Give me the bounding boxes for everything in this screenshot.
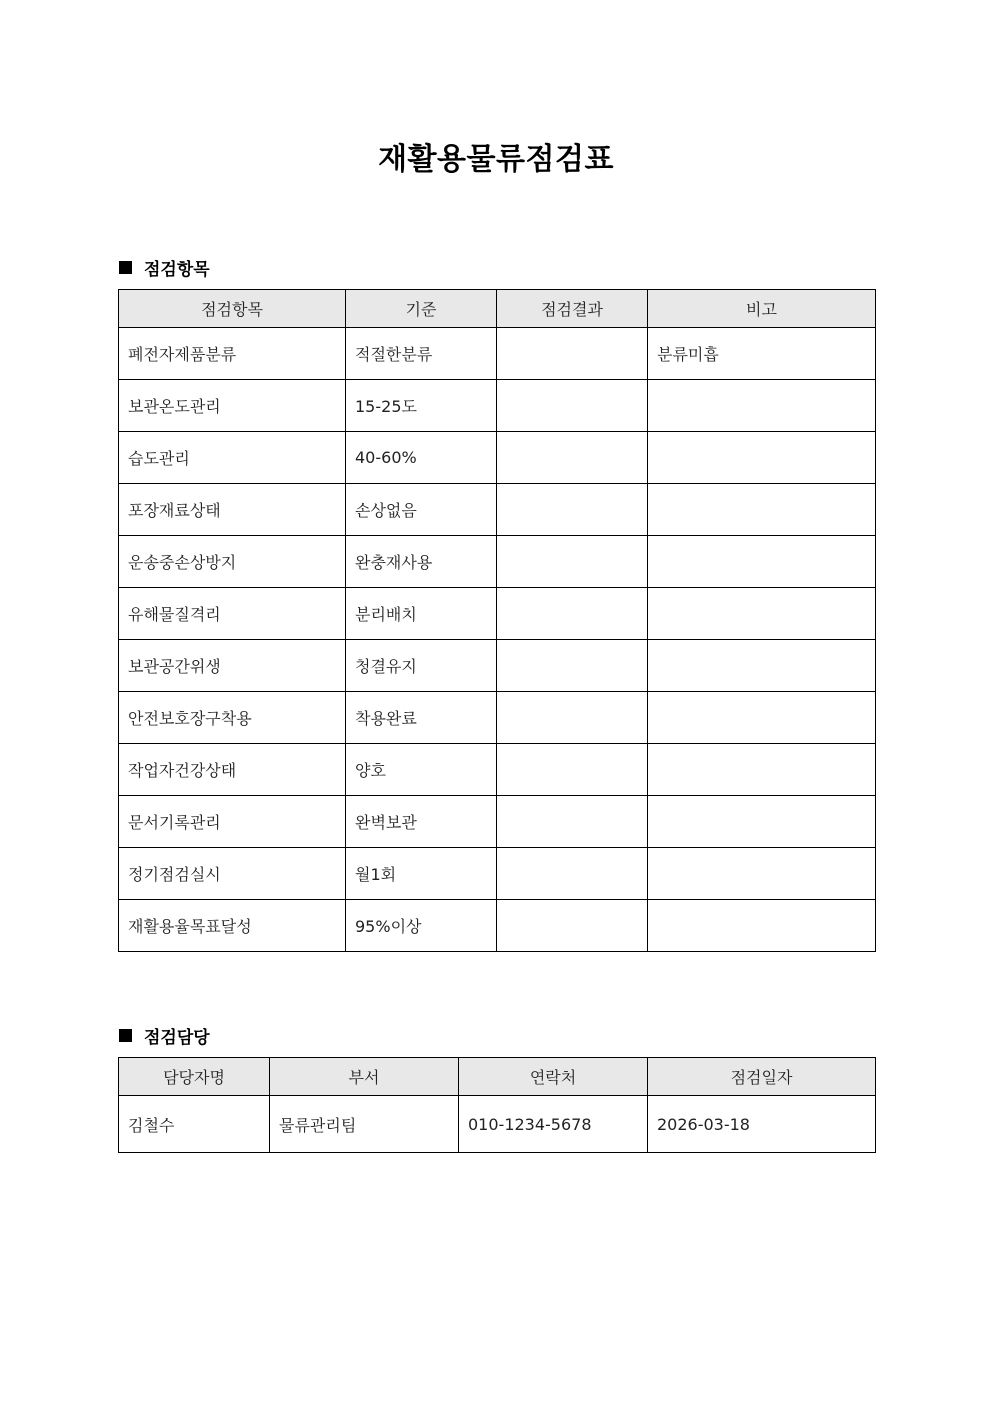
- cell-note[interactable]: [648, 380, 876, 432]
- cell-standard: 95%이상: [346, 900, 497, 952]
- table-row: [119, 640, 876, 692]
- cell-item: 안전보호장구착용: [119, 692, 346, 744]
- cell-note[interactable]: [648, 484, 876, 536]
- cell-standard: 양호: [346, 744, 497, 796]
- cell-standard: 완충재사용: [346, 536, 497, 588]
- cell-standard: 손상없음: [346, 484, 497, 536]
- inspection-items-table: [118, 289, 876, 952]
- table-row: [119, 536, 876, 588]
- cell-result[interactable]: [497, 536, 648, 588]
- table-row: [119, 484, 876, 536]
- cell-standard: 15-25도: [346, 380, 497, 432]
- cell-result[interactable]: [497, 640, 648, 692]
- table-row: [119, 380, 876, 432]
- table-row: [119, 432, 876, 484]
- cell-item: 운송중손상방지: [119, 536, 346, 588]
- cell-result[interactable]: [497, 328, 648, 380]
- inspector-table: [118, 1057, 876, 1153]
- cell-note[interactable]: [648, 536, 876, 588]
- cell-inspector-name: 김철수: [119, 1096, 270, 1153]
- column-header-item: 점검항목: [119, 290, 346, 328]
- table-row: [119, 744, 876, 796]
- column-header-standard: 기준: [346, 290, 497, 328]
- column-header-date: 점검일자: [648, 1058, 876, 1096]
- cell-result[interactable]: [497, 380, 648, 432]
- section-heading-label: 점검항목: [144, 260, 210, 280]
- cell-standard: 적절한분류: [346, 328, 497, 380]
- cell-item: 보관공간위생: [119, 640, 346, 692]
- section-heading-inspector: [119, 1023, 210, 1048]
- column-header-department: 부서: [270, 1058, 459, 1096]
- table-row: [119, 900, 876, 952]
- cell-item: 재활용율목표달성: [119, 900, 346, 952]
- table-row: [119, 692, 876, 744]
- cell-item: 보관온도관리: [119, 380, 346, 432]
- table-row: [119, 328, 876, 380]
- column-header-name: 담당자명: [119, 1058, 270, 1096]
- cell-item: 습도관리: [119, 432, 346, 484]
- cell-item: 포장재료상태: [119, 484, 346, 536]
- cell-department: 물류관리팀: [270, 1096, 459, 1153]
- cell-result[interactable]: [497, 848, 648, 900]
- table-row: [119, 848, 876, 900]
- cell-note[interactable]: [648, 848, 876, 900]
- cell-result[interactable]: [497, 432, 648, 484]
- table-row: [119, 588, 876, 640]
- square-bullet-icon: [119, 261, 132, 274]
- table-row: [119, 1096, 876, 1153]
- document-title: 재활용물류점검표: [378, 142, 614, 177]
- section-heading-label: 점검담당: [144, 1028, 210, 1048]
- cell-result[interactable]: [497, 796, 648, 848]
- column-header-contact: 연락처: [459, 1058, 648, 1096]
- cell-note[interactable]: 분류미흡: [648, 328, 876, 380]
- cell-item: 작업자건강상태: [119, 744, 346, 796]
- table-header-row: [119, 290, 876, 328]
- cell-item: 문서기록관리: [119, 796, 346, 848]
- cell-result[interactable]: [497, 744, 648, 796]
- cell-standard: 분리배치: [346, 588, 497, 640]
- cell-note[interactable]: [648, 432, 876, 484]
- cell-note[interactable]: [648, 900, 876, 952]
- cell-note[interactable]: [648, 640, 876, 692]
- cell-item: 정기점검실시: [119, 848, 346, 900]
- table-row: [119, 796, 876, 848]
- cell-result[interactable]: [497, 692, 648, 744]
- cell-result[interactable]: [497, 484, 648, 536]
- cell-note[interactable]: [648, 692, 876, 744]
- cell-standard: 40-60%: [346, 432, 497, 484]
- table-header-row: [119, 1058, 876, 1096]
- cell-note[interactable]: [648, 796, 876, 848]
- cell-standard: 착용완료: [346, 692, 497, 744]
- cell-note[interactable]: [648, 744, 876, 796]
- cell-standard: 월1회: [346, 848, 497, 900]
- column-header-note: 비고: [648, 290, 876, 328]
- cell-contact: 010-1234-5678: [459, 1096, 648, 1153]
- cell-standard: 완벽보관: [346, 796, 497, 848]
- column-header-result: 점검결과: [497, 290, 648, 328]
- cell-result[interactable]: [497, 900, 648, 952]
- cell-note[interactable]: [648, 588, 876, 640]
- cell-result[interactable]: [497, 588, 648, 640]
- cell-inspection-date: 2026-03-18: [648, 1096, 876, 1153]
- cell-item: 폐전자제품분류: [119, 328, 346, 380]
- section-heading-items: [119, 255, 210, 280]
- cell-item: 유해물질격리: [119, 588, 346, 640]
- cell-standard: 청결유지: [346, 640, 497, 692]
- square-bullet-icon: [119, 1029, 132, 1042]
